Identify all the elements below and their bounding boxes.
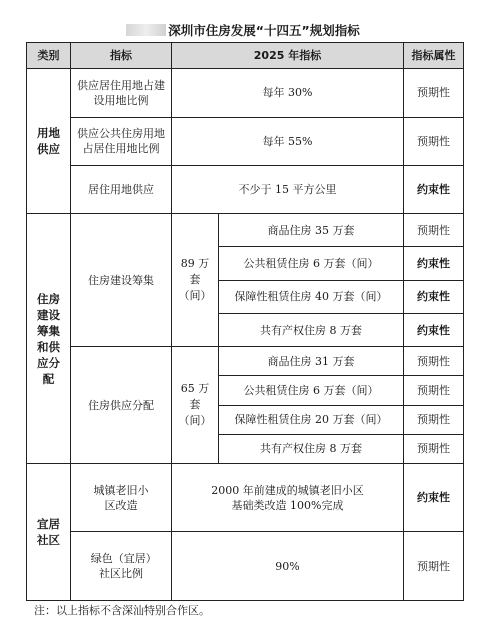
attribute-cell: 预期性 [404, 434, 464, 463]
indicator-cell: 居住用地供应 [71, 165, 172, 213]
target-cell: 商品住房 35 万套 [219, 214, 404, 247]
redacted-text-block [126, 24, 166, 36]
attribute-cell: 预期性 [404, 376, 464, 405]
category-label: 住房建设筹集和供应分配 [36, 291, 60, 386]
indicator-cell: 住房建设筹集 [71, 214, 172, 347]
indicator-cell: 住房供应分配 [71, 347, 172, 464]
indicator-cell: 供应公共住房用地占居住用地比例 [71, 117, 172, 165]
table-row [27, 165, 464, 213]
header-target: 2025 年指标 [172, 43, 404, 69]
total-cell [172, 347, 219, 464]
indicator-table [26, 42, 464, 601]
indicator-label: 城镇老旧小区改造 [93, 483, 149, 512]
attribute-cell: 预期性 [404, 532, 464, 601]
header-attribute: 指标属性 [404, 43, 464, 69]
header-category: 类别 [27, 43, 71, 69]
target-cell: 商品住房 31 万套 [219, 347, 404, 376]
table-row [27, 69, 464, 117]
category-label: 宜居社区 [36, 516, 60, 547]
attribute-cell: 约束性 [404, 463, 464, 531]
table-row [27, 532, 464, 601]
category-livable-community [27, 463, 71, 600]
target-cell: 公共租赁住房 6 万套（间） [219, 247, 404, 280]
target-cell: 保障性租赁住房 40 万套（间） [219, 280, 404, 313]
document-title: 深圳市住房发展“十四五”规划指标 [168, 23, 360, 38]
category-housing-construction [27, 214, 71, 464]
footnote: 注：以上指标不含深汕特别合作区。 [34, 604, 210, 617]
attribute-cell: 约束性 [404, 313, 464, 346]
table-row [27, 214, 464, 247]
table-row [27, 463, 464, 531]
target-cell: 不少于 15 平方公里 [172, 165, 404, 213]
target-cell [172, 463, 404, 531]
target-cell: 每年 30% [172, 69, 404, 117]
target-cell: 90% [172, 532, 404, 601]
attribute-cell: 预期性 [404, 405, 464, 434]
attribute-cell: 约束性 [404, 165, 464, 213]
indicator-cell [71, 532, 172, 601]
total-label: 89 万套（间） [178, 257, 212, 303]
category-label: 用地供应 [36, 126, 60, 157]
total-label: 65 万套（间） [178, 382, 212, 428]
attribute-cell: 预期性 [404, 117, 464, 165]
target-cell: 共有产权住房 8 万套 [219, 313, 404, 346]
table-row [27, 347, 464, 376]
table-header-row [27, 43, 464, 69]
target-cell: 保障性租赁住房 20 万套（间） [219, 405, 404, 434]
total-cell [172, 214, 219, 347]
attribute-cell: 预期性 [404, 69, 464, 117]
category-land-supply [27, 69, 71, 214]
attribute-cell: 预期性 [404, 347, 464, 376]
attribute-cell: 预期性 [404, 214, 464, 247]
document-title-row [0, 20, 486, 42]
indicator-label: 绿色（宜居）社区比例 [90, 552, 152, 581]
target-cell: 每年 55% [172, 117, 404, 165]
indicator-cell [71, 463, 172, 531]
indicator-cell: 供应居住用地占建设用地比例 [71, 69, 172, 117]
attribute-cell: 约束性 [404, 280, 464, 313]
target-line: 基础类改造 100%完成 [231, 498, 344, 512]
header-indicator: 指标 [71, 43, 172, 69]
table-row [27, 117, 464, 165]
target-cell: 公共租赁住房 6 万套（间） [219, 376, 404, 405]
target-line: 2000 年前建成的城镇老旧小区 [211, 483, 364, 497]
attribute-cell: 约束性 [404, 247, 464, 280]
target-cell: 共有产权住房 8 万套 [219, 434, 404, 463]
